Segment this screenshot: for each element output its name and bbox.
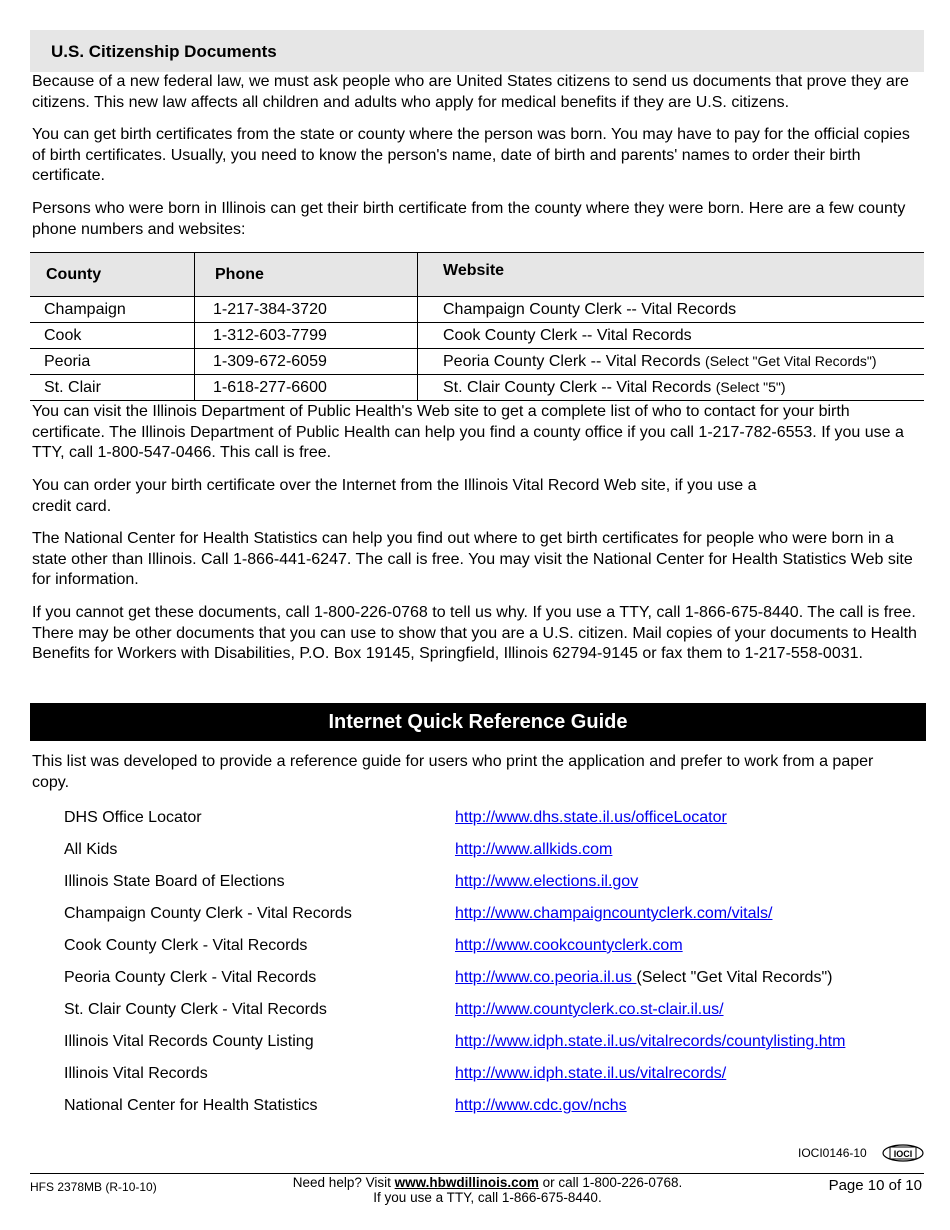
reference-name: DHS Office Locator bbox=[64, 809, 202, 826]
reference-name: Cook County Clerk - Vital Records bbox=[64, 937, 308, 954]
phone-cell: 1-309-672-6059 bbox=[195, 349, 418, 375]
quick-reference-intro: This list was developed to provide a reference guide for users who print the application and prefer to work from a paper copy. bbox=[32, 753, 874, 791]
table-row bbox=[30, 297, 924, 323]
help-suffix: or call 1-800-226-0768. bbox=[538, 1175, 683, 1190]
reference-url bbox=[455, 1065, 726, 1083]
reference-name: Illinois Vital Records bbox=[64, 1065, 208, 1082]
website-text: Cook County Clerk -- Vital Records bbox=[443, 326, 692, 344]
quick-reference-banner: Internet Quick Reference Guide bbox=[30, 703, 926, 741]
list-item bbox=[64, 839, 924, 871]
header-phone: Phone bbox=[195, 253, 418, 297]
table-row bbox=[30, 349, 924, 375]
county-cell: Champaign bbox=[30, 297, 195, 323]
paragraph-idph: You can visit the Illinois Department of Public Health's Web site to get a complete list of who to contact for your birth certificate. The Illinois Department of Public Health can help you find a county office if you call 1-217-782-6553. If you use a TTY, call 1-800-547-0466. This call is free. bbox=[32, 403, 904, 461]
website-cell bbox=[418, 297, 925, 323]
reference-url bbox=[455, 841, 612, 859]
help-text bbox=[270, 1176, 705, 1205]
website-text: Peoria County Clerk -- Vital Records bbox=[443, 352, 701, 370]
reference-link[interactable]: http://www.allkids.com bbox=[455, 841, 613, 858]
reference-url bbox=[455, 873, 638, 891]
tty-line: If you use a TTY, call 1-866-675-8440. bbox=[373, 1189, 602, 1205]
reference-name: Illinois Vital Records County Listing bbox=[64, 1033, 314, 1050]
reference-name: Illinois State Board of Elections bbox=[64, 873, 285, 890]
list-item bbox=[64, 1095, 924, 1127]
help-prefix: Need help? Visit bbox=[292, 1175, 395, 1190]
paragraph-illinois-born: Persons who were born in Illinois can get their birth certificate from the county where they were born. Here are a few county phone numbers and websites: bbox=[32, 200, 906, 238]
reference-name: Champaign County Clerk - Vital Records bbox=[64, 905, 352, 922]
quick-reference-list bbox=[64, 807, 924, 1127]
reference-link[interactable]: http://www.idph.state.il.us/vitalrecords/countylisting.htm bbox=[455, 1033, 846, 1050]
list-item bbox=[64, 1063, 924, 1095]
phone-cell: 1-618-277-6600 bbox=[195, 375, 418, 401]
list-item bbox=[64, 1031, 924, 1063]
reference-url bbox=[455, 1097, 627, 1115]
footer-divider bbox=[30, 1173, 924, 1174]
page-number: Page 10 of 10 bbox=[828, 1177, 922, 1194]
county-cell: St. Clair bbox=[30, 375, 195, 401]
list-item bbox=[64, 967, 924, 999]
table-row bbox=[30, 375, 924, 401]
reference-link[interactable]: http://www.cdc.gov/nchs bbox=[455, 1097, 627, 1114]
list-item bbox=[64, 871, 924, 903]
list-item bbox=[64, 807, 924, 839]
section-header bbox=[30, 30, 924, 72]
list-item bbox=[64, 903, 924, 935]
phone-cell: 1-217-384-3720 bbox=[195, 297, 418, 323]
reference-name: National Center for Health Statistics bbox=[64, 1097, 318, 1114]
paragraph-birth-certificates: You can get birth certificates from the state or county where the person was born. You may have to pay for the official copies of birth certificates. Usually, you need to know the person's name, date of birth and parents' names to order their birth certificate. bbox=[32, 126, 910, 184]
ioci-logo-icon bbox=[882, 1144, 924, 1162]
header-website: Website bbox=[418, 253, 925, 297]
paragraph-federal-law: Because of a new federal law, we must ask people who are United States citizens to send us documents that prove they are citizens. This new law affects all children and adults who apply for medical benefits if they are U.S. citizens. bbox=[32, 73, 909, 111]
help-link[interactable]: www.hbwdillinois.com bbox=[394, 1175, 539, 1190]
reference-link[interactable]: http://www.champaigncountyclerk.com/vitals/ bbox=[455, 905, 773, 922]
website-cell bbox=[418, 375, 925, 401]
phone-cell: 1-312-603-7799 bbox=[195, 323, 418, 349]
reference-url bbox=[455, 1033, 845, 1051]
header-county: County bbox=[30, 253, 195, 297]
reference-link[interactable]: http://www.dhs.state.il.us/officeLocator bbox=[455, 809, 727, 826]
reference-link[interactable]: http://www.idph.state.il.us/vitalrecords/ bbox=[455, 1065, 727, 1082]
paragraph-nchs: The National Center for Health Statistics can help you find out where to get birth certificates for people who were born in a state other than Illinois. Call 1-866-441-6247. The call is free. You may visit the National Center for Health Statistics Web site for information. bbox=[32, 530, 913, 588]
logo-text: IOCI bbox=[893, 1149, 913, 1159]
paragraph-contact: If you cannot get these documents, call 1-800-226-0768 to tell us why. If you use a TTY, call 1-866-675-8440. The call is free. There may be other documents that you can use to show that you are a U.S. citizen. Mail copies of your documents to Health Benefits for Workers with Disabilities, P.O. Box 19145, Springfield, Illinois 62794-9145 or fax them to 1-217-558-0031. bbox=[32, 604, 917, 662]
county-cell: Peoria bbox=[30, 349, 195, 375]
list-item bbox=[64, 935, 924, 967]
website-note: (Select "5") bbox=[715, 378, 786, 395]
website-text: St. Clair County Clerk -- Vital Records bbox=[443, 378, 712, 396]
county-table bbox=[30, 252, 924, 401]
website-note: (Select "Get Vital Records") bbox=[705, 352, 877, 369]
reference-name: All Kids bbox=[64, 841, 118, 858]
website-cell bbox=[418, 349, 925, 375]
reference-suffix: (Select "Get Vital Records") bbox=[636, 969, 833, 986]
reference-link[interactable]: http://www.countyclerk.co.st-clair.il.us/ bbox=[455, 1001, 724, 1018]
website-text: Champaign County Clerk -- Vital Records bbox=[443, 300, 737, 318]
form-code: IOCI0146-10 bbox=[798, 1146, 867, 1160]
paragraph-order-online: You can order your birth certificate over the Internet from the Illinois Vital Record Web site, if you use a credit card. bbox=[32, 477, 757, 515]
county-table-header bbox=[30, 253, 924, 297]
reference-url bbox=[455, 1001, 724, 1019]
section-title: U.S. Citizenship Documents bbox=[51, 42, 277, 61]
reference-link[interactable]: http://www.cookcountyclerk.com bbox=[455, 937, 683, 954]
website-cell bbox=[418, 323, 925, 349]
reference-name: St. Clair County Clerk - Vital Records bbox=[64, 1001, 327, 1018]
reference-link[interactable]: http://www.co.peoria.il.us bbox=[455, 969, 637, 986]
county-cell: Cook bbox=[30, 323, 195, 349]
reference-name: Peoria County Clerk - Vital Records bbox=[64, 969, 317, 986]
list-item bbox=[64, 999, 924, 1031]
form-number: HFS 2378MB (R-10-10) bbox=[30, 1180, 157, 1194]
reference-link[interactable]: http://www.elections.il.gov bbox=[455, 873, 639, 890]
reference-url bbox=[455, 937, 683, 955]
table-row bbox=[30, 323, 924, 349]
reference-url bbox=[455, 969, 832, 987]
reference-url bbox=[455, 809, 727, 827]
reference-url bbox=[455, 905, 772, 923]
